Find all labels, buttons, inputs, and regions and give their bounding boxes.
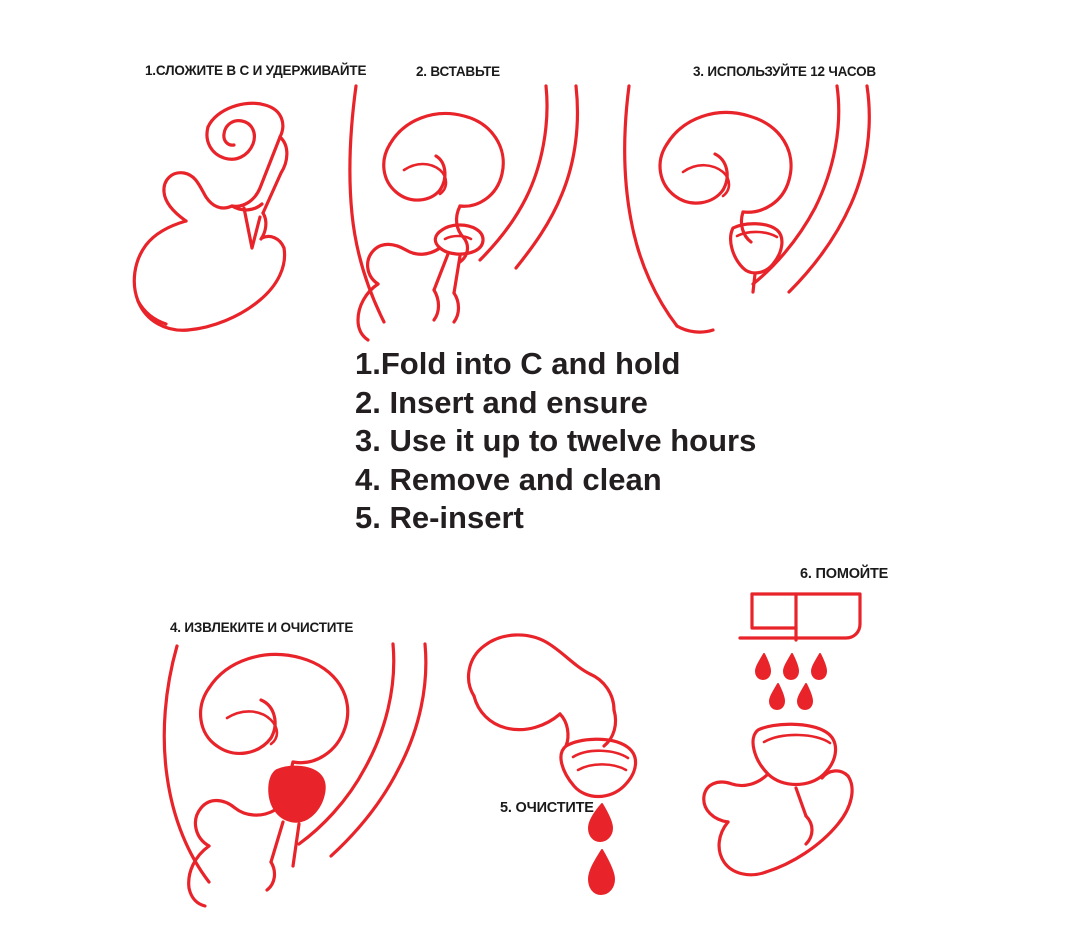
instruction-item-1: 1.Fold into C and hold bbox=[355, 346, 681, 381]
panel-4-caption: 4. ИЗВЛЕКИТЕ И ОЧИСТИТЕ bbox=[170, 620, 354, 635]
panel-3-illustration bbox=[605, 78, 905, 343]
panel-3-caption: 3. ИСПОЛЬЗУЙТЕ 12 ЧАСОВ bbox=[693, 64, 876, 79]
anatomy-insert-cup-icon bbox=[330, 78, 610, 343]
hand-empty-cup-icon bbox=[450, 600, 700, 890]
panel-1-caption: 1.СЛОЖИТЕ В C И УДЕРЖИВАЙТЕ bbox=[145, 63, 367, 78]
instruction-list bbox=[355, 345, 995, 538]
anatomy-remove-cup-icon bbox=[125, 626, 445, 906]
instruction-item-4: 4. Remove and clean bbox=[355, 461, 662, 497]
hand-holding-folded-cup-icon bbox=[120, 80, 350, 350]
panel-6-illustration bbox=[700, 580, 960, 880]
panel-1-illustration bbox=[120, 80, 350, 350]
instruction-item-5: 5. Re-insert bbox=[355, 500, 524, 535]
anatomy-cup-in-place-icon bbox=[605, 78, 905, 343]
panel-5-illustration bbox=[450, 600, 700, 890]
panel-6-caption: 6. ПОМОЙТЕ bbox=[800, 566, 889, 582]
instruction-item-2: 2. Insert and ensure bbox=[355, 384, 648, 420]
panel-2-illustration bbox=[330, 78, 610, 343]
panel-5-caption: 5. ОЧИСТИТЕ bbox=[500, 800, 594, 816]
instruction-item-3: 3. Use it up to twelve hours bbox=[355, 423, 757, 458]
faucet-rinse-cup-icon bbox=[700, 580, 960, 880]
panel-4-illustration bbox=[125, 626, 445, 906]
panel-2-caption: 2. ВСТАВЬТЕ bbox=[416, 64, 500, 79]
